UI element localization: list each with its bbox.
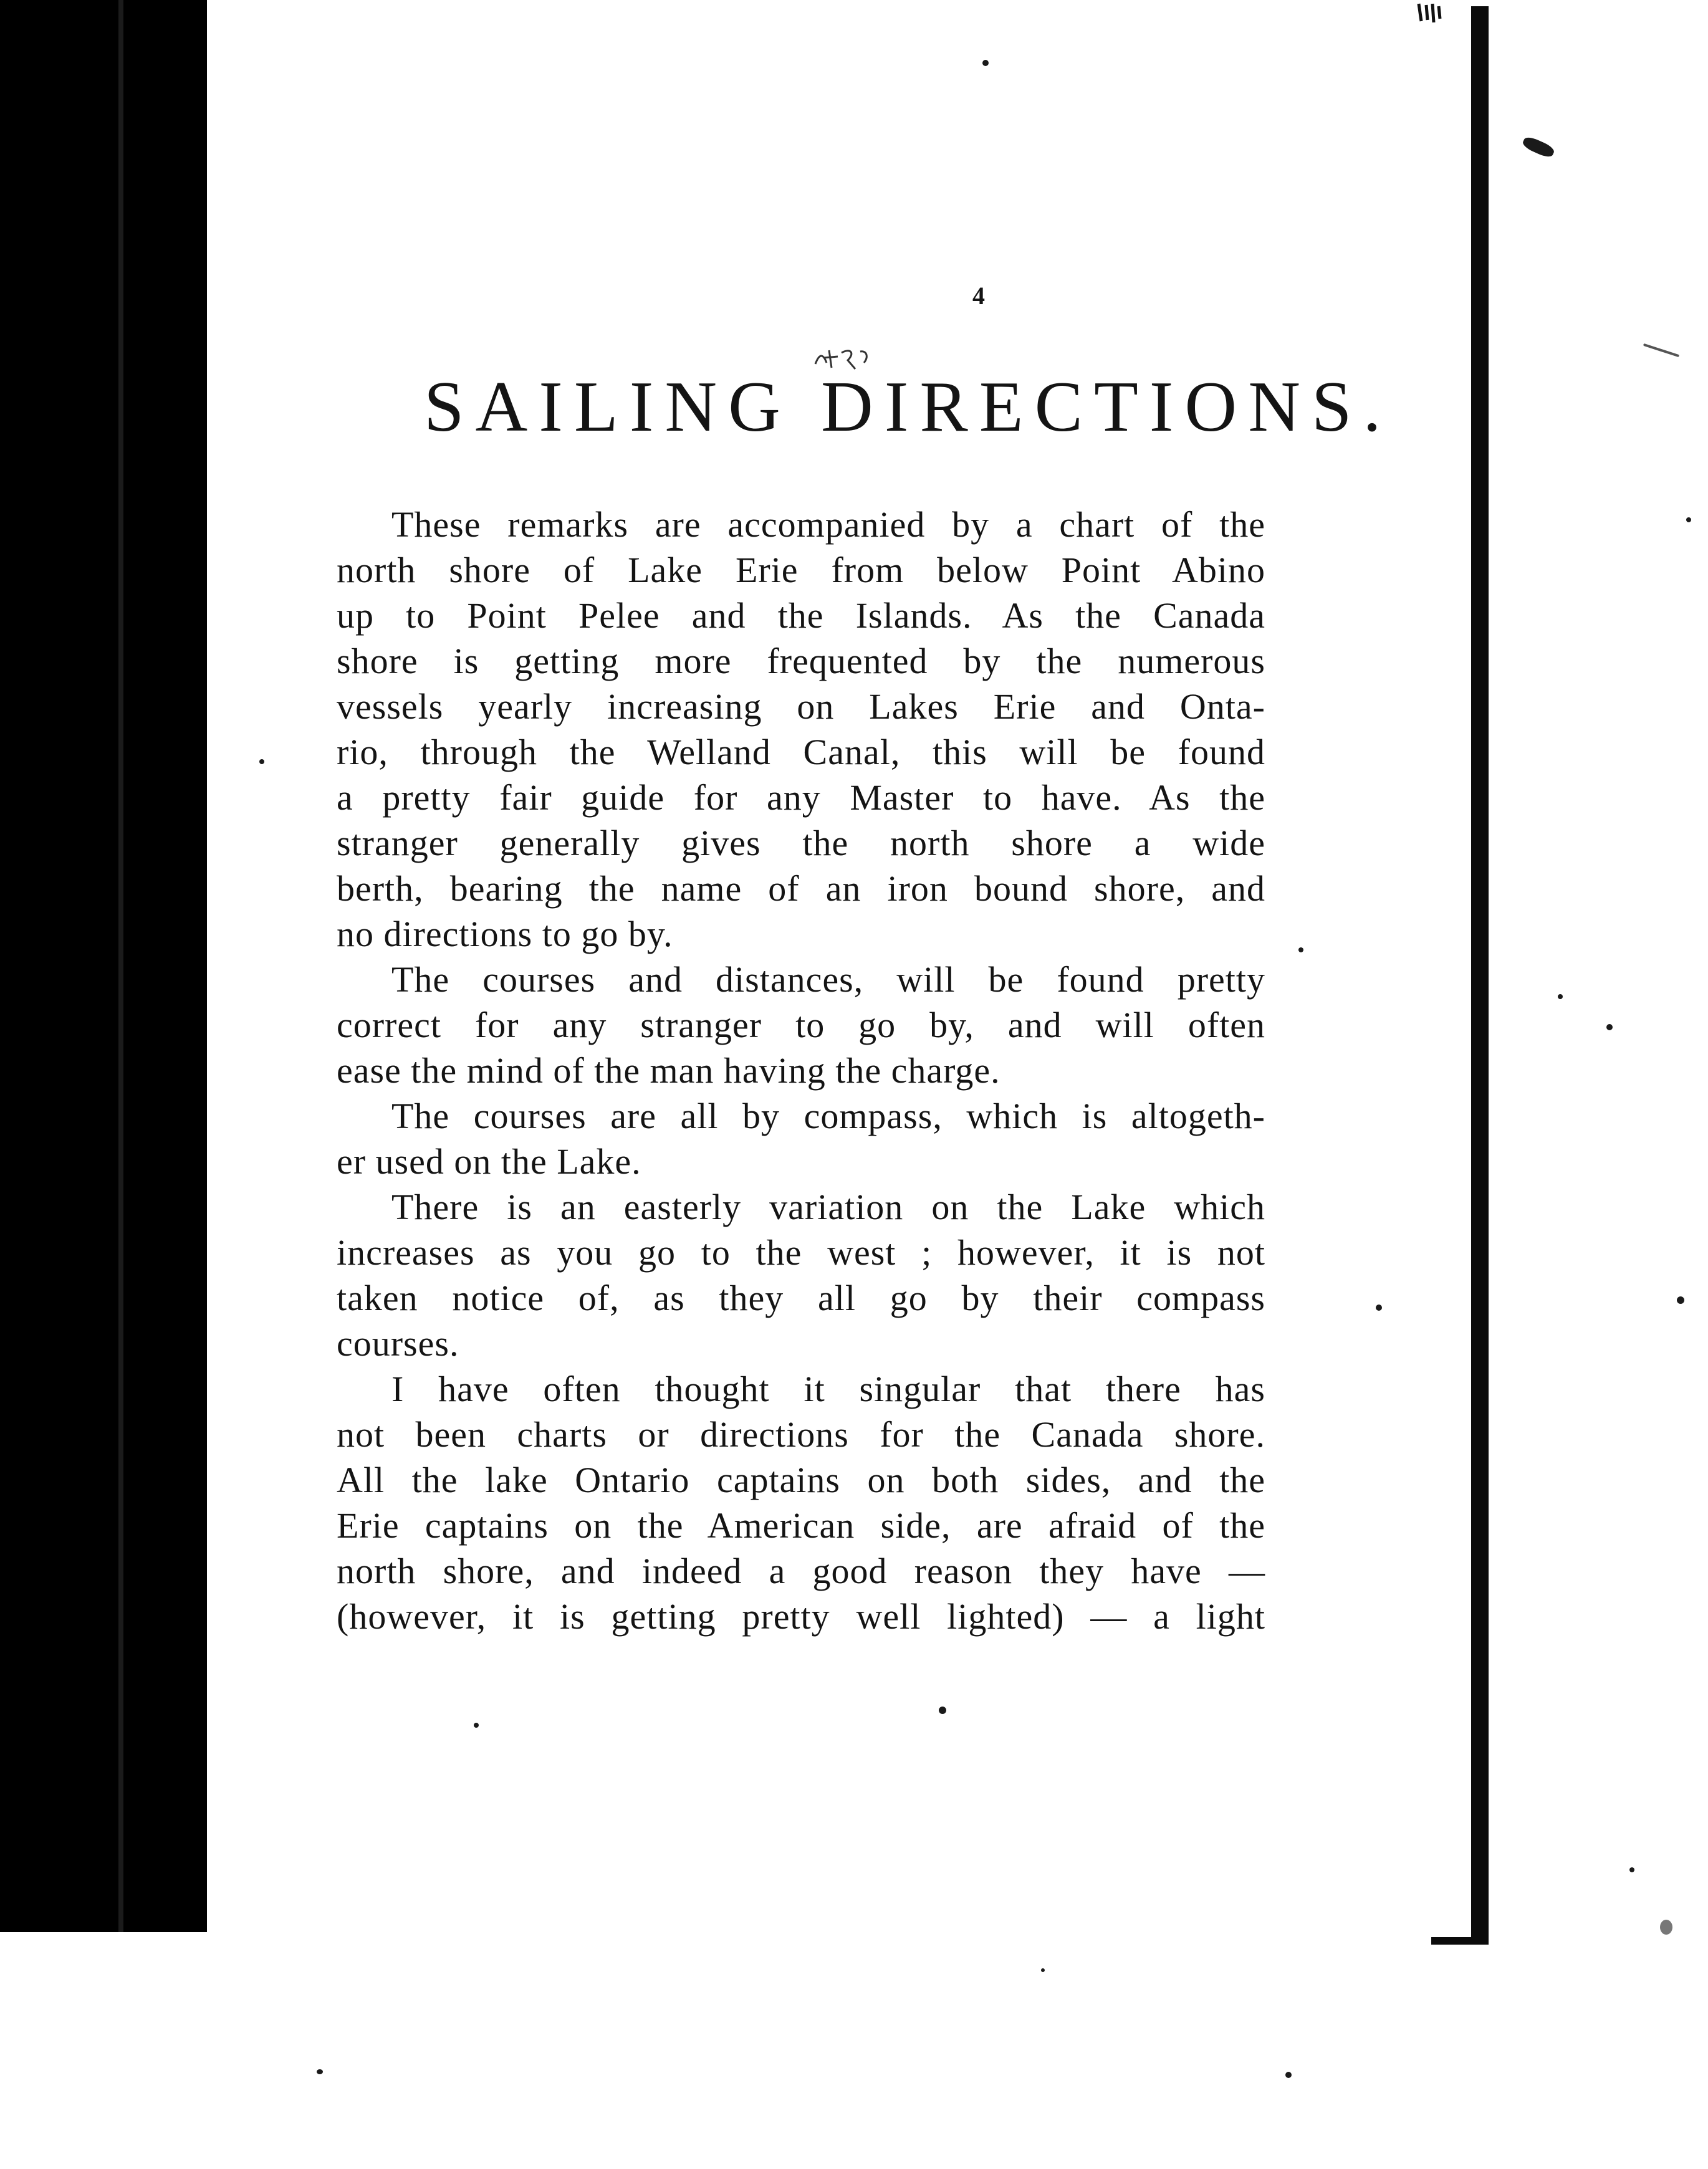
text-line: These remarks are accompanied by a chart of the bbox=[391, 504, 1265, 545]
text-line: not been charts or directions for the Canada shore. bbox=[337, 1414, 1265, 1455]
scan-speck bbox=[317, 2069, 323, 2074]
text-line: increases as you go to the west ; however, it is not bbox=[337, 1232, 1265, 1273]
page-number: 4 bbox=[972, 282, 985, 310]
scan-speck bbox=[982, 60, 989, 66]
text-line: courses. bbox=[337, 1323, 459, 1364]
text-line: ease the mind of the man having the charge. bbox=[337, 1050, 1000, 1091]
text-line: The courses and distances, will be found pretty bbox=[391, 959, 1265, 1000]
scan-speck bbox=[939, 1707, 946, 1714]
page-edge-rule-foot bbox=[1431, 1937, 1489, 1945]
page-title: SAILING DIRECTIONS. bbox=[424, 367, 1393, 447]
scan-speck bbox=[1686, 517, 1691, 522]
scan-speck bbox=[1660, 1920, 1672, 1935]
text-line: er used on the Lake. bbox=[337, 1141, 641, 1182]
text-line: shore is getting more frequented by the numerous bbox=[337, 641, 1265, 681]
text-line: berth, bearing the name of an iron bound shore, and bbox=[337, 868, 1265, 909]
scan-speck bbox=[1677, 1296, 1684, 1304]
page-edge-rule bbox=[1471, 6, 1489, 1945]
text-line: up to Point Pelee and the Islands. As the Canada bbox=[337, 595, 1265, 636]
text-line: north shore, and indeed a good reason they have — bbox=[337, 1551, 1265, 1591]
scan-speck bbox=[1521, 135, 1556, 159]
scan-speck bbox=[1376, 1305, 1382, 1311]
text-line: rio, through the Welland Canal, this will be found bbox=[337, 732, 1265, 772]
text-line: The courses are all by compass, which is altogeth- bbox=[391, 1096, 1265, 1136]
corner-ink-marks bbox=[1415, 2, 1452, 25]
text-line: I have often thought it singular that there has bbox=[391, 1369, 1265, 1409]
scan-speck bbox=[1643, 343, 1679, 357]
text-line: north shore of Lake Erie from below Point Abino bbox=[337, 550, 1265, 590]
text-line: There is an easterly variation on the Lake which bbox=[391, 1187, 1265, 1227]
text-line: correct for any stranger to go by, and will often bbox=[337, 1005, 1265, 1045]
scan-speck bbox=[474, 1723, 479, 1728]
scan-speck bbox=[1606, 1024, 1613, 1030]
text-line: Erie captains on the American side, are afraid of the bbox=[337, 1505, 1265, 1546]
scan-speck bbox=[1629, 1867, 1634, 1872]
text-line: All the lake Ontario captains on both sides, and the bbox=[337, 1460, 1265, 1500]
body-text bbox=[337, 502, 1265, 1639]
text-line: no directions to go by. bbox=[337, 914, 673, 954]
scan-speck bbox=[259, 759, 264, 764]
text-line: stranger generally gives the north shore a wide bbox=[337, 823, 1265, 863]
scan-margin-stripe bbox=[118, 0, 123, 1932]
text-line: a pretty fair guide for any Master to have. As the bbox=[337, 777, 1265, 818]
scan-speck bbox=[1041, 1968, 1045, 1972]
text-line: vessels yearly increasing on Lakes Erie and Onta- bbox=[337, 686, 1265, 727]
scan-speck bbox=[1558, 994, 1563, 999]
scan-dark-margin bbox=[0, 0, 207, 1932]
scan-speck bbox=[1298, 947, 1303, 952]
scan-speck bbox=[1285, 2072, 1292, 2078]
text-line: taken notice of, as they all go by their compass bbox=[337, 1278, 1265, 1318]
text-line: (however, it is getting pretty well lighted) — a light bbox=[337, 1596, 1265, 1637]
